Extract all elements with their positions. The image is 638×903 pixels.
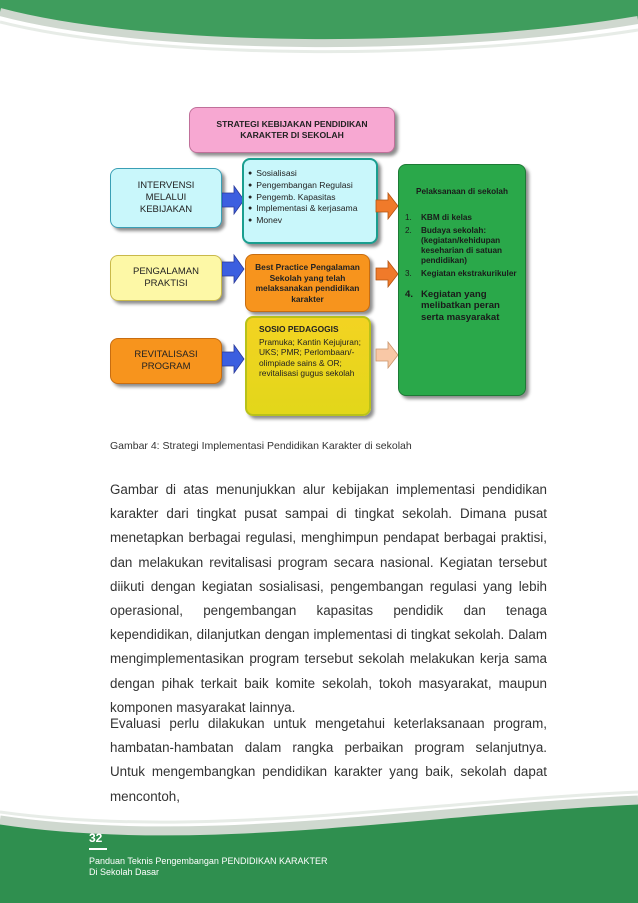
sosio-title: SOSIO PEDAGOGIS [259,324,339,334]
middle-top-item: ● Sosialisasi [248,168,372,180]
right-item-2: 2. Budaya sekolah: (kegiatan/kehidupan keseharian di satuan pendidikan) [405,225,502,266]
middle-top-item: ● Implementasi & kerjasama [248,203,372,215]
best-practice-text: Best Practice Pengalaman Sekolah yang telah melaksanakan pendidikan karakter [255,262,360,304]
orange-arrow-3 [376,342,398,368]
page-number-underline [89,848,107,850]
middle-top-box [242,158,378,244]
blue-arrow-1 [222,186,244,214]
figure-caption: Gambar 4: Strategi Implementasi Pendidikan Karakter di sekolah [110,440,412,452]
right-title: Pelaksanaan di sekolah [416,187,508,196]
footer-band [0,790,638,903]
left-box-revitalisasi-label: REVITALISASI PROGRAM [134,349,198,372]
top-title-box [189,107,395,153]
right-item-3: 3. Kegiatan ekstrakurikuler [405,268,517,278]
blue-arrow-2 [222,255,244,283]
left-box-pengalaman [110,255,222,301]
sosio-text: Pramuka; Kantin Kejujuran; UKS; PMR; Perlombaan/-olimpiade sains & OR; revitalisasi gugus sekolah [259,336,361,378]
middle-best-practice-box [245,254,370,312]
header-band [0,0,638,60]
right-item-1: 1. KBM di kelas [405,213,472,223]
middle-top-item: ● Pengembangan Regulasi [248,180,372,192]
page-number: 32 [89,831,103,845]
middle-top-list [248,168,372,227]
orange-arrow-2 [376,261,398,287]
right-list [405,213,519,323]
middle-top-item: ● Monev [248,215,372,227]
middle-top-item: ● Pengemb. Kapasitas [248,192,372,204]
right-pelaksanaan-box [398,164,526,396]
body-paragraph-2: Evaluasi perlu dilakukan untuk mengetahui keterlaksanaan program, hambatan-hambatan dalam rangka perbaikan program selanjutnya. Untuk mengembangkan pendidikan karakter yang baik, sekolah dapat mencontoh, [110,716,547,804]
body-paragraph-1: Gambar di atas menunjukkan alur kebijakan implementasi pendidikan karakter dari tingkat pusat sampai di tingkat sekolah. Dimana pusat menetapkan berbagai regulasi, menghimpun pendapat berbagai praktisi, dan melakukan revitalisasi program secara nasional. Kegiatan tersebut diikuti dengan kegiatan sosialisasi, pengembangan regulasi yang lebih operasional, pengembangan kapasitas pendidik dan tenaga kependidikan, dilanjutkan dengan implementasi di tingkat sekolah. Dalam mengimplementasikan program tersebut sekolah melakukan kerja sama dengan pihak terkait baik komite sekolah, tokoh masyarakat, maupun komponen masyarakat lainnya. [110,482,547,715]
left-box-revitalisasi [110,338,222,384]
left-box-pengalaman-label: PENGALAMAN PRAKTISI [133,266,199,289]
middle-sosio-box [245,316,371,416]
left-box-intervensi-label: INTERVENSI MELALUI KEBIJAKAN [137,180,195,215]
orange-arrow-1 [376,193,398,219]
top-title-text: STRATEGI KEBIJAKAN PENDIDIKAN KARAKTER DI SEKOLAH [216,119,368,140]
footer-line-2: Di Sekolah Dasar [89,867,160,877]
footer-line-1: Panduan Teknis Pengembangan PENDIDIKAN KARAKTER [89,856,328,866]
blue-arrow-3 [222,345,244,373]
right-item-4: 4. Kegiatan yang melibatkan peran serta masyarakat [405,288,500,323]
left-box-intervensi [110,168,222,228]
